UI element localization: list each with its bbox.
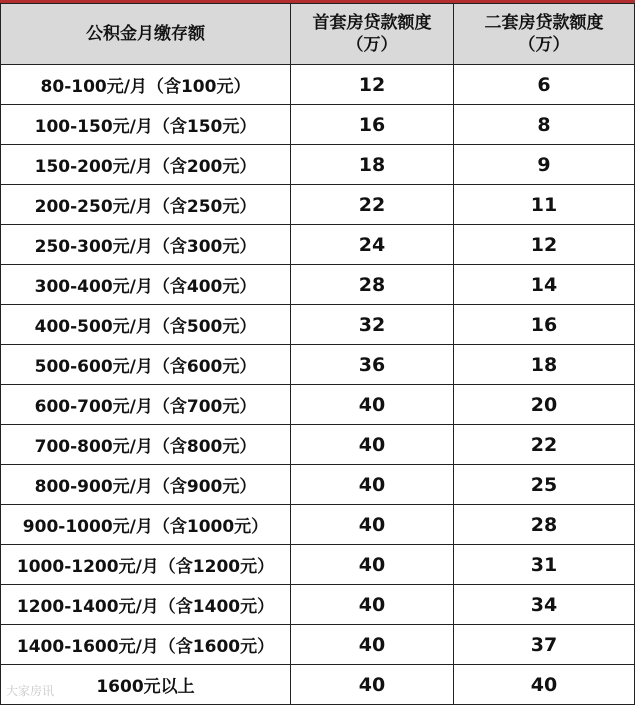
cell-second-home-limit: 8 (454, 105, 635, 145)
table-row (1, 225, 635, 265)
cell-first-home-limit: 28 (291, 265, 454, 305)
cell-second-home-limit: 14 (454, 265, 635, 305)
cell-second-home-limit: 22 (454, 425, 635, 465)
header-second-home-unit: （万） (518, 35, 570, 55)
cell-first-home-limit: 40 (291, 465, 454, 505)
cell-deposit-range: 900-1000元/月（含1000元） (1, 505, 291, 545)
cell-deposit-range: 700-800元/月（含800元） (1, 425, 291, 465)
cell-deposit-range: 1400-1600元/月（含1600元） (1, 625, 291, 665)
cell-deposit-range: 400-500元/月（含500元） (1, 305, 291, 345)
cell-deposit-range: 250-300元/月（含300元） (1, 225, 291, 265)
table-row (1, 105, 635, 145)
header-second-home-limit (454, 4, 635, 65)
cell-deposit-range: 150-200元/月（含200元） (1, 145, 291, 185)
cell-second-home-limit: 40 (454, 665, 635, 705)
cell-first-home-limit: 40 (291, 385, 454, 425)
table-row (1, 545, 635, 585)
cell-first-home-limit: 40 (291, 505, 454, 545)
table-row (1, 345, 635, 385)
cell-deposit-range: 1600元以上 (1, 665, 291, 705)
table-row (1, 425, 635, 465)
cell-deposit-range: 100-150元/月（含150元） (1, 105, 291, 145)
cell-second-home-limit: 18 (454, 345, 635, 385)
table-row (1, 505, 635, 545)
cell-second-home-limit: 6 (454, 65, 635, 105)
cell-first-home-limit: 32 (291, 305, 454, 345)
cell-second-home-limit: 37 (454, 625, 635, 665)
cell-first-home-limit: 36 (291, 345, 454, 385)
cell-deposit-range: 500-600元/月（含600元） (1, 345, 291, 385)
cell-deposit-range: 1200-1400元/月（含1400元） (1, 585, 291, 625)
cell-deposit-range: 800-900元/月（含900元） (1, 465, 291, 505)
header-second-home-label: 二套房贷款额度 (484, 12, 604, 33)
loan-limit-table (0, 3, 635, 705)
cell-deposit-range: 600-700元/月（含700元） (1, 385, 291, 425)
cell-second-home-limit: 9 (454, 145, 635, 185)
cell-first-home-limit: 40 (291, 665, 454, 705)
table-row (1, 185, 635, 225)
cell-first-home-limit: 18 (291, 145, 454, 185)
cell-deposit-range: 200-250元/月（含250元） (1, 185, 291, 225)
table-row (1, 265, 635, 305)
header-first-home-limit (291, 4, 454, 65)
cell-first-home-limit: 16 (291, 105, 454, 145)
header-monthly-deposit-label: 公积金月缴存额 (86, 23, 205, 44)
cell-second-home-limit: 31 (454, 545, 635, 585)
table-row (1, 305, 635, 345)
cell-deposit-range: 300-400元/月（含400元） (1, 265, 291, 305)
cell-first-home-limit: 12 (291, 65, 454, 105)
header-first-home-label: 首套房贷款额度 (312, 12, 432, 33)
cell-second-home-limit: 25 (454, 465, 635, 505)
cell-first-home-limit: 22 (291, 185, 454, 225)
cell-second-home-limit: 12 (454, 225, 635, 265)
table-row (1, 465, 635, 505)
cell-second-home-limit: 11 (454, 185, 635, 225)
header-monthly-deposit (1, 4, 291, 65)
cell-second-home-limit: 28 (454, 505, 635, 545)
cell-second-home-limit: 20 (454, 385, 635, 425)
table-row (1, 145, 635, 185)
header-first-home-unit: （万） (346, 35, 398, 55)
cell-first-home-limit: 40 (291, 625, 454, 665)
cell-first-home-limit: 40 (291, 545, 454, 585)
table-row (1, 65, 635, 105)
table-row (1, 625, 635, 665)
cell-deposit-range: 80-100元/月（含100元） (1, 65, 291, 105)
cell-first-home-limit: 40 (291, 425, 454, 465)
table-row (1, 385, 635, 425)
watermark: 大家房讯 (6, 684, 55, 698)
cell-second-home-limit: 16 (454, 305, 635, 345)
cell-second-home-limit: 34 (454, 585, 635, 625)
cell-deposit-range: 1000-1200元/月（含1200元） (1, 545, 291, 585)
cell-first-home-limit: 24 (291, 225, 454, 265)
table-body (1, 65, 635, 705)
table-row (1, 585, 635, 625)
cell-first-home-limit: 40 (291, 585, 454, 625)
table-row (1, 665, 635, 705)
table-header-row (1, 4, 635, 65)
